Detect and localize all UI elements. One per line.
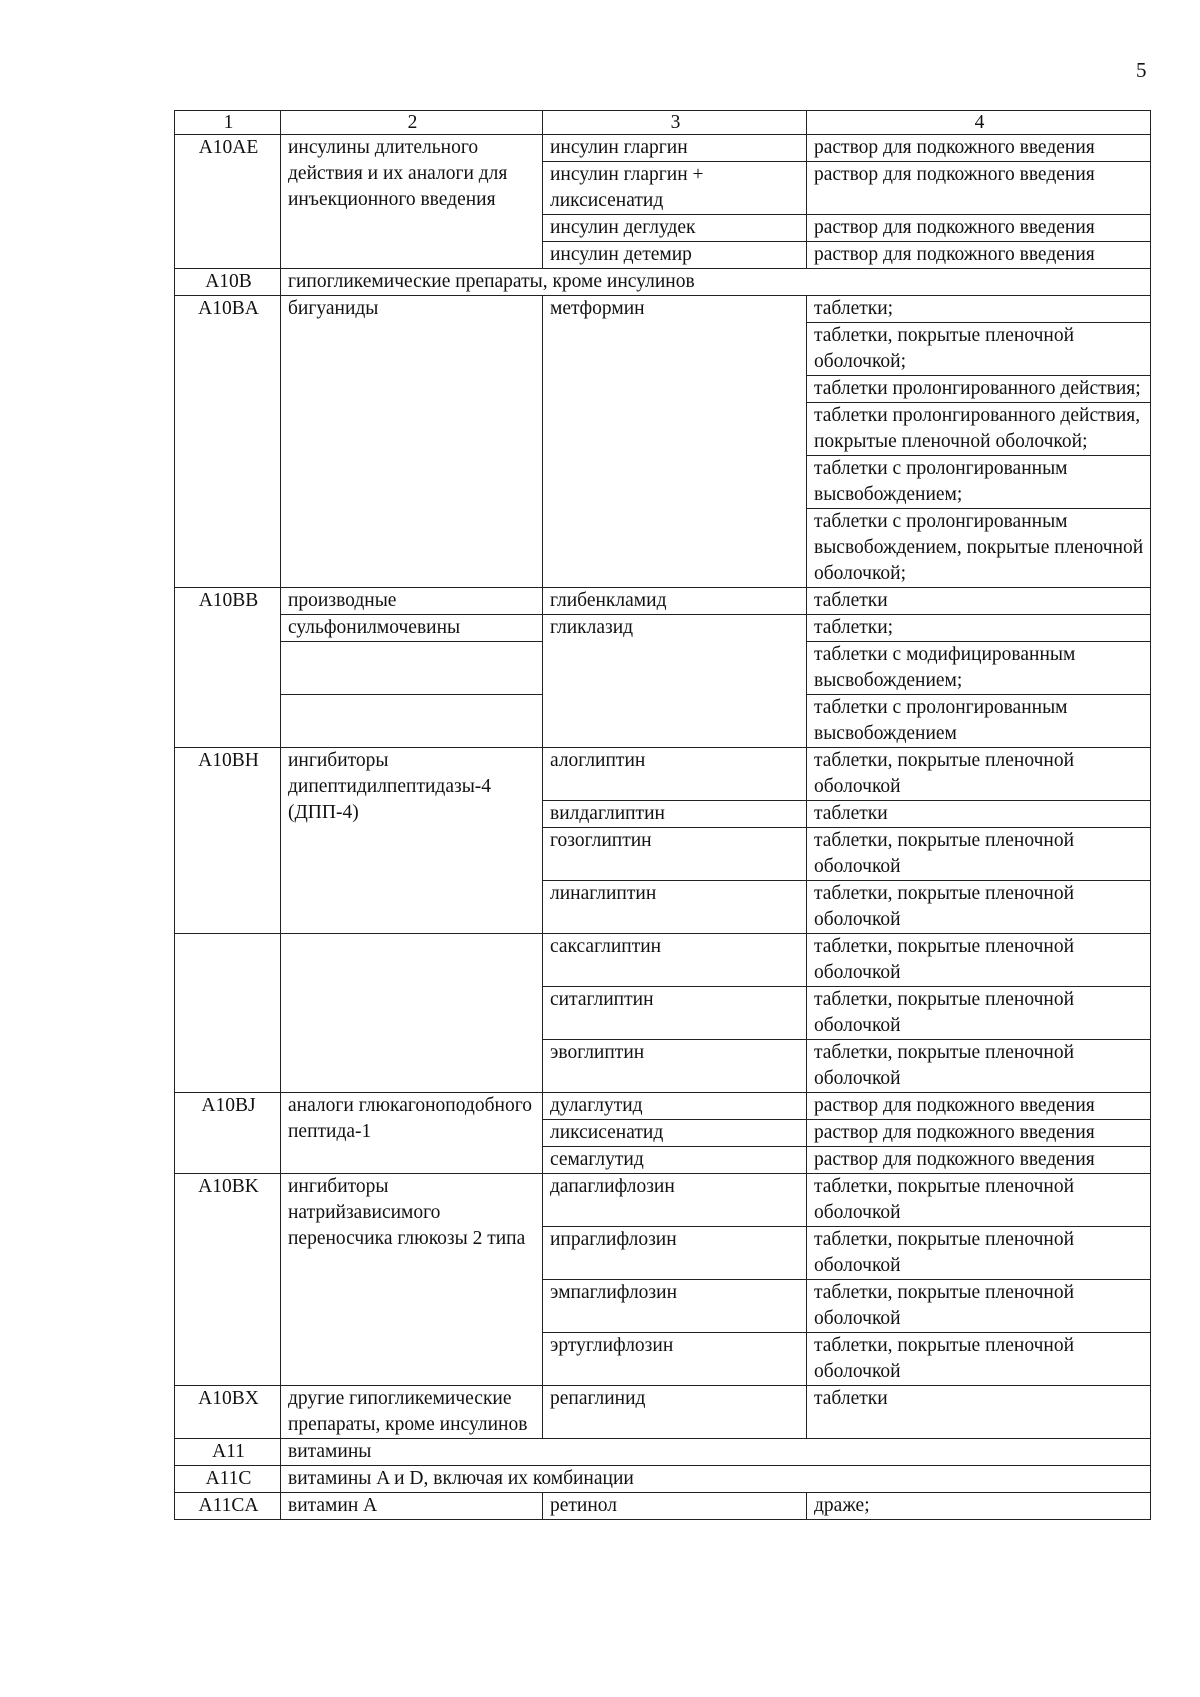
dosage-form: таблетки;	[814, 298, 894, 319]
empty-cell	[281, 934, 543, 1093]
empty-cell	[281, 695, 543, 748]
table-row	[175, 1466, 1151, 1493]
table-row	[175, 135, 1151, 162]
dosage-form: раствор для подкожного введения	[807, 242, 1151, 269]
dosage-form: таблетки, покрытые пленочной оболочкой	[807, 1040, 1151, 1093]
atc-code: A10AE	[175, 135, 281, 269]
dosage-form: таблетки с пролонгированным высвобождением, покрытые пленочной оболочкой;	[807, 508, 1150, 587]
group-name: инсулины длительного действия и их аналоги для инъекционного введения	[281, 135, 543, 269]
dosage-form: таблетки пролонгированного действия;	[807, 375, 1150, 402]
empty-cell	[281, 642, 543, 695]
table-row	[175, 615, 1151, 642]
drug-list-table	[174, 110, 1151, 1520]
atc-code: A11	[175, 1439, 281, 1466]
column-header: 2	[281, 111, 543, 135]
drug-name: ликсисенатид	[543, 1120, 807, 1147]
table-row	[175, 1174, 1151, 1227]
column-header: 4	[807, 111, 1151, 135]
dosage-form: таблетки, покрытые пленочной оболочкой	[807, 1227, 1151, 1280]
dosage-form: таблетки, покрытые пленочной оболочкой	[807, 934, 1151, 987]
group-name: производные	[281, 588, 543, 615]
column-header: 3	[543, 111, 807, 135]
dosage-form: таблетки, покрытые пленочной оболочкой	[807, 828, 1151, 881]
drug-name: линаглиптин	[543, 881, 807, 934]
group-name: ингибиторы натрийзависимого переносчика глюкозы 2 типа	[281, 1174, 543, 1386]
drug-name: дулаглутид	[543, 1093, 807, 1120]
drug-name: семаглутид	[543, 1147, 807, 1174]
atc-code: A10B	[175, 269, 281, 296]
drug-name: инсулин гларгин	[543, 135, 807, 162]
dosage-form: раствор для подкожного введения	[807, 1120, 1151, 1147]
group-name: ингибиторы дипептидилпептидазы-4 (ДПП-4)	[281, 748, 543, 934]
dosage-form: таблетки, покрытые пленочной оболочкой;	[807, 322, 1150, 375]
atc-code: A11CA	[175, 1493, 281, 1520]
drug-name: ипраглифлозин	[543, 1227, 807, 1280]
empty-cell	[175, 934, 281, 1093]
atc-code: A10BK	[175, 1174, 281, 1386]
drug-name: инсулин гларгин + ликсисенатид	[543, 162, 807, 215]
table-row	[175, 269, 1151, 296]
drug-name: саксаглиптин	[543, 934, 807, 987]
drug-name: ретинол	[543, 1493, 807, 1520]
drug-name: эвоглиптин	[543, 1040, 807, 1093]
drug-name: инсулин деглудек	[543, 215, 807, 242]
atc-code: A10BH	[175, 748, 281, 934]
dosage-form: таблетки, покрытые пленочной оболочкой	[807, 881, 1151, 934]
dosage-form: раствор для подкожного введения	[807, 215, 1151, 242]
dosage-form: раствор для подкожного введения	[807, 1147, 1151, 1174]
table-row	[175, 296, 1151, 588]
drug-name: эмпаглифлозин	[543, 1280, 807, 1333]
dosage-form: таблетки;	[807, 615, 1151, 642]
group-name: витамины	[281, 1439, 1151, 1466]
dosage-form: таблетки, покрытые пленочной оболочкой	[807, 1333, 1151, 1386]
dosage-form: таблетки с пролонгированным высвобождением	[807, 695, 1151, 748]
dosage-form: драже;	[807, 1493, 1151, 1520]
dosage-form: таблетки с пролонгированным высвобождением;	[807, 455, 1150, 508]
group-name: другие гипогликемические препараты, кроме инсулинов	[281, 1386, 543, 1439]
dosage-form: раствор для подкожного введения	[807, 1093, 1151, 1120]
atc-code: A10BJ	[175, 1093, 281, 1174]
group-name: аналоги глюкагоноподобного пептида-1	[281, 1093, 543, 1174]
table-row	[175, 748, 1151, 801]
column-header: 1	[175, 111, 281, 135]
table-row	[175, 934, 1151, 987]
dosage-form: таблетки	[807, 588, 1151, 615]
dosage-form: раствор для подкожного введения	[807, 162, 1151, 215]
atc-code: A10BB	[175, 588, 281, 748]
drug-name: метформин	[543, 296, 807, 588]
dosage-form: раствор для подкожного введения	[807, 135, 1151, 162]
drug-name: репаглинид	[543, 1386, 807, 1439]
atc-code: A10BA	[175, 296, 281, 588]
dosage-form: таблетки, покрытые пленочной оболочкой	[807, 1280, 1151, 1333]
dosage-form: таблетки, покрытые пленочной оболочкой	[807, 987, 1151, 1040]
drug-name: эртуглифлозин	[543, 1333, 807, 1386]
drug-name: ситаглиптин	[543, 987, 807, 1040]
dosage-form: таблетки	[807, 801, 1151, 828]
table-row	[175, 1093, 1151, 1120]
table-row	[175, 588, 1151, 615]
dosage-form: таблетки, покрытые пленочной оболочкой	[807, 1174, 1151, 1227]
table-row	[175, 1493, 1151, 1520]
dosage-form: таблетки с модифицированным высвобождением;	[807, 642, 1151, 695]
dosage-form: таблетки, покрытые пленочной оболочкой	[807, 748, 1151, 801]
dosage-form-list	[807, 296, 1151, 588]
drug-name: вилдаглиптин	[543, 801, 807, 828]
group-name: гипогликемические препараты, кроме инсулинов	[281, 269, 1151, 296]
group-name: сульфонилмочевины	[281, 615, 543, 642]
group-name: бигуаниды	[281, 296, 543, 588]
atc-code: A11C	[175, 1466, 281, 1493]
drug-name: гликлазид	[543, 615, 807, 748]
group-name: витамин A	[281, 1493, 543, 1520]
table-header-row	[175, 111, 1151, 135]
atc-code: A10BX	[175, 1386, 281, 1439]
group-name: витамины A и D, включая их комбинации	[281, 1466, 1151, 1493]
drug-name: инсулин детемир	[543, 242, 807, 269]
page-number: 5	[1136, 58, 1147, 82]
drug-name: глибенкламид	[543, 588, 807, 615]
table-row	[175, 1439, 1151, 1466]
drug-name: алоглиптин	[543, 748, 807, 801]
dosage-form: таблетки	[807, 1386, 1151, 1439]
dosage-form: таблетки пролонгированного действия, покрытые пленочной оболочкой;	[807, 402, 1150, 455]
table-row	[175, 1386, 1151, 1439]
drug-name: дапаглифлозин	[543, 1174, 807, 1227]
drug-name: гозоглиптин	[543, 828, 807, 881]
